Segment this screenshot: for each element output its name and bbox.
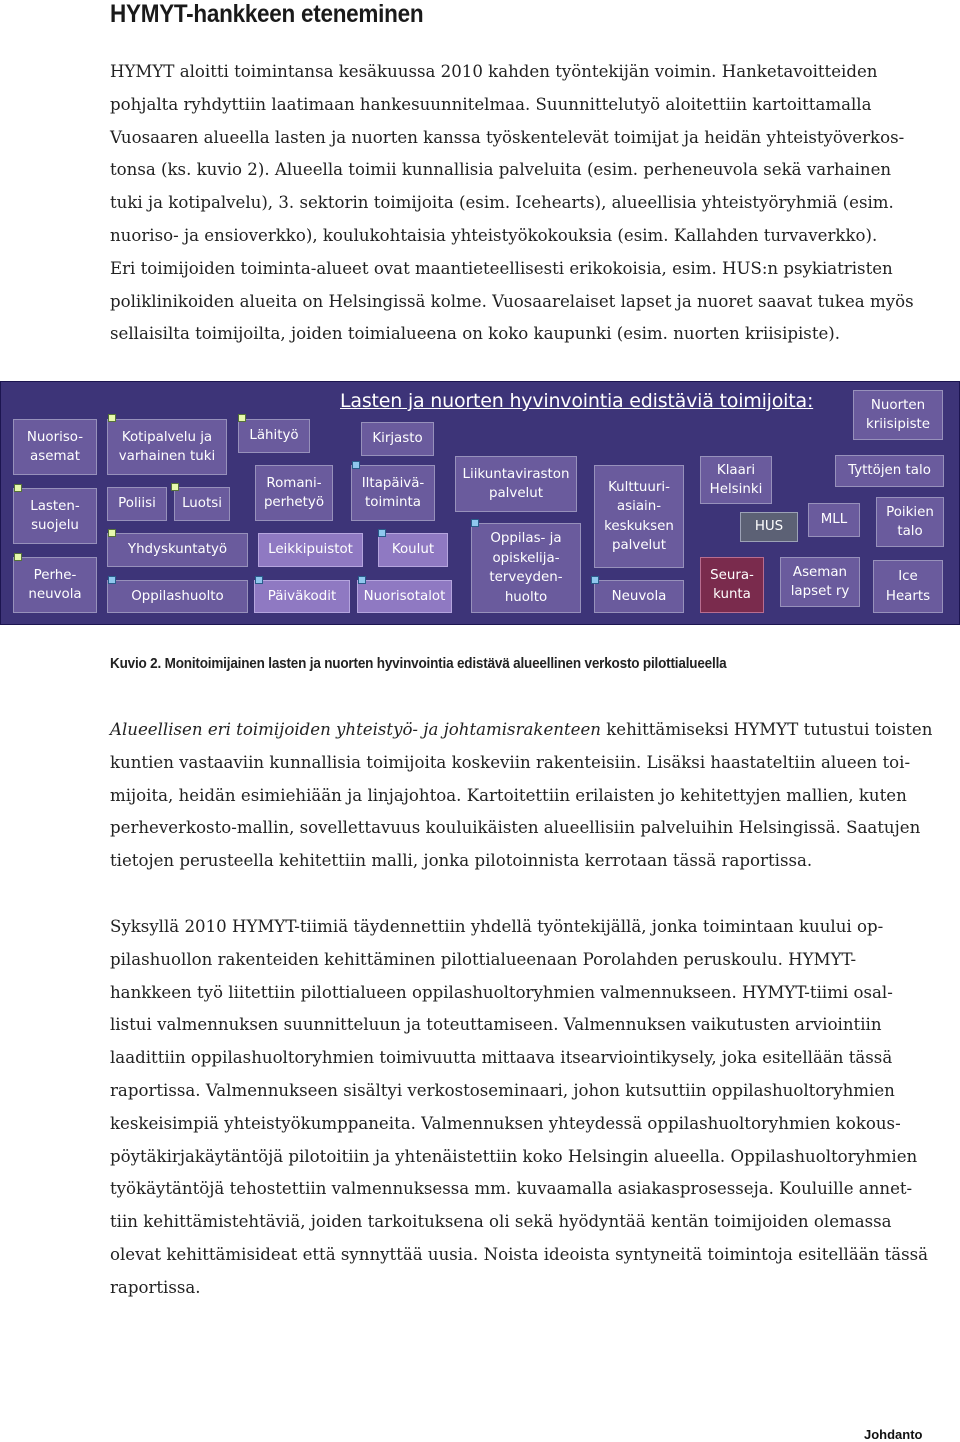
box-klaari-helsinki: Klaari Helsinki xyxy=(700,456,772,504)
box-paivakodit: Päiväkodit xyxy=(254,580,350,613)
italic-phrase: Alueellisen eri toimijoiden yhteistyö- ja johtamisrakenteen xyxy=(110,720,601,739)
text-line: Vuosaaren alueella lasten ja nuorten kanssa työskentelevät toimijat ja heidän yhteistyöverkos- xyxy=(110,127,905,147)
box-mll: MLL xyxy=(808,503,860,537)
text-line: Syksyllä 2010 HYMYT-tiimiä täydennettiin yhdellä työntekijällä, jonka toimintaan kuului op- xyxy=(110,917,884,936)
box-poikien-talo: Poikien talo xyxy=(876,497,944,547)
box-ice-hearts: Ice Hearts xyxy=(873,560,943,613)
box-romaniperhetyo: Romani- perhetyö xyxy=(255,465,333,521)
box-oppilashuolto: Oppilashuolto xyxy=(107,580,248,613)
box-kotipalvelu: Kotipalvelu ja varhainen tuki xyxy=(107,419,227,475)
text-line: Eri toimijoiden toiminta-alueet ovat maantieteellisesti erikokoisia, esim. HUS:n psykiatristen xyxy=(110,258,893,278)
text-line: HYMYT aloitti toimintansa kesäkuussa 2010 kahden työntekijän voimin. Hanketavoitteiden xyxy=(110,62,878,81)
box-luotsi: Luotsi xyxy=(174,487,230,521)
text-line: olevat kehittämisideat että synnyttää uusia. Noista ideoista syntyneitä toimintoja esitellään tässä xyxy=(110,1244,929,1264)
page-title: HYMYT-hankkeen eteneminen xyxy=(110,0,424,28)
text-line: tiin kehittämistehtäviä, joiden tarkoituksena oli sekä hyödyntää kentän toimijoiden olemassa xyxy=(110,1212,892,1232)
blue-marker-icon xyxy=(352,461,360,469)
text-line: mijoita, heidän esimiehiään ja linjajohtoa. Kartoitettiin erilaisten jo kehitettyjen mallien, kuten xyxy=(110,785,907,805)
box-lastensuojelu: Lasten- suojelu xyxy=(13,488,97,544)
box-koulut: Koulut xyxy=(378,533,448,567)
green-marker-icon xyxy=(108,529,116,537)
text-line: pohjalta ryhdyttiin laatimaan hankesuunnitelmaa. Suunnittelutyö aloitettiin kartoittamalla xyxy=(110,94,872,114)
text-line: laadittiin oppilashuoltoryhmien toimivuutta mittaava itsearviointikysely, joka esitellään tässä xyxy=(110,1048,893,1068)
blue-marker-icon xyxy=(471,519,479,527)
text-line: poliklinikoiden alueita on Helsingissä kolme. Vuosaarelaiset lapset ja nuoret saavat tukea myös xyxy=(110,291,914,311)
box-leikkipuistot: Leikkipuistot xyxy=(258,533,363,567)
box-nuorisoasemat: Nuoriso- asemat xyxy=(13,419,97,475)
box-aseman-lapset: Aseman lapset ry xyxy=(780,557,860,607)
text-line: pilashuollon rakenteiden kehittäminen pilottialueenaan Porolahden peruskoulu. HYMYT- xyxy=(110,949,857,969)
text-line: pöytäkirjakäytäntöjä pilotoitiin ja yhtenäistettiin koko Helsingin alueella. Oppilashuoltoryhmien xyxy=(110,1146,918,1166)
text-line: perheverkosto-mallin, sovellettavuus kouluikäisten alueellisiin palveluihin Helsingissä. Saatujen xyxy=(110,818,921,838)
box-lahityo: Lähityö xyxy=(238,419,310,453)
green-marker-icon xyxy=(238,414,246,422)
text-line: hankkeen työ liitettiin pilottialueen oppilashuoltoryhmien valmennukseen. HYMYT-tiimi osal- xyxy=(110,982,893,1002)
text-line: sellaisilta toimijoilta, joiden toimialueena on koko kaupunki (esim. nuorten kriisipiste). xyxy=(110,324,841,344)
green-marker-icon xyxy=(14,553,22,561)
text-line xyxy=(110,714,960,747)
box-nuorisotalot: Nuorisotalot xyxy=(357,580,452,613)
text-line: työkäytäntöjä tehostettiin valmennuksessa mm. kuvaamalla asiakasprosesseja. Kouluille annet- xyxy=(110,1179,913,1199)
blue-marker-icon xyxy=(358,576,366,584)
text-fragment: kehittämiseksi HYMYT tutustui toisten xyxy=(600,720,933,739)
blue-marker-icon xyxy=(108,576,116,584)
box-neuvola: Neuvola xyxy=(594,580,684,613)
paragraph-2 xyxy=(110,714,960,878)
text-line: nuoriso- ja ensioverkko), koulukohtaisia yhteistyökokouksia (esim. Kallahden turvaverkko). xyxy=(110,225,878,245)
diagram-title: Lasten ja nuorten hyvinvointia edistäviä toimijoita: xyxy=(340,390,814,412)
box-perheneuvola: Perhe- neuvola xyxy=(13,557,97,613)
box-opiskelijaterveydenhuolto: Oppilas- ja opiskelija- terveyden- huolto xyxy=(471,523,581,613)
box-hus: HUS xyxy=(740,512,798,542)
text-line: tonsa (ks. kuvio 2). Alueella toimii kunnallisia palveluita (esim. perheneuvola sekä varhainen xyxy=(110,160,892,180)
text-line: tietojen perusteella kehitettiin malli, jonka pilotoinnista kerrotaan tässä raportissa. xyxy=(110,851,813,871)
text-line: raportissa. xyxy=(110,1277,201,1297)
text-line: raportissa. Valmennukseen sisältyi verkostoseminaari, johon kutsuttiin oppilashuoltoryhmien xyxy=(110,1080,895,1100)
box-poliisi: Poliisi xyxy=(107,487,167,521)
text-line: keskeisimpiä yhteistyökumppaneita. Valmennuksen yhteydessä oppilashuoltoryhmien kokous- xyxy=(110,1113,901,1133)
text-line: kuntien vastaaviin kunnallisia toimijoita koskeviin rakenteisiin. Lisäksi haastateltiin alueen toi- xyxy=(110,752,911,772)
box-kirjasto: Kirjasto xyxy=(361,422,434,456)
green-marker-icon xyxy=(108,414,116,422)
box-kulttuurikeskus: Kulttuuri- asiain- keskuksen palvelut xyxy=(594,465,684,568)
box-tyttojen-talo: Tyttöjen talo xyxy=(835,455,944,487)
paragraph-3 xyxy=(110,911,960,1305)
intro-paragraph xyxy=(110,56,960,351)
blue-marker-icon xyxy=(378,529,386,537)
box-yhdyskuntatyo: Yhdyskuntatyö xyxy=(107,533,248,567)
blue-marker-icon xyxy=(591,576,599,584)
green-marker-icon xyxy=(14,484,22,492)
box-seurakunta: Seura- kunta xyxy=(700,557,764,613)
text-line: tuki ja kotipalvelu), 3. sektorin toimijoita (esim. Icehearts), alueellisia yhteistyöryhmiä (esim. xyxy=(110,193,894,213)
blue-marker-icon xyxy=(255,576,263,584)
green-marker-icon xyxy=(171,483,179,491)
box-nuorten-kriisipiste: Nuorten kriisipiste xyxy=(853,390,943,440)
section-footer: Johdanto xyxy=(864,1427,923,1442)
text-line: listui valmennuksen suunnitteluun ja toteuttamiseen. Valmennuksen vaikutusten arviointiin xyxy=(110,1015,882,1035)
box-iltapaivatoiminta: Iltapäivä- toiminta xyxy=(351,465,435,521)
figure-caption: Kuvio 2. Monitoimijainen lasten ja nuorten hyvinvointia edistävä alueellinen verkosto pilottialueella xyxy=(110,655,727,672)
box-liikuntavirasto: Liikuntaviraston palvelut xyxy=(455,456,577,512)
